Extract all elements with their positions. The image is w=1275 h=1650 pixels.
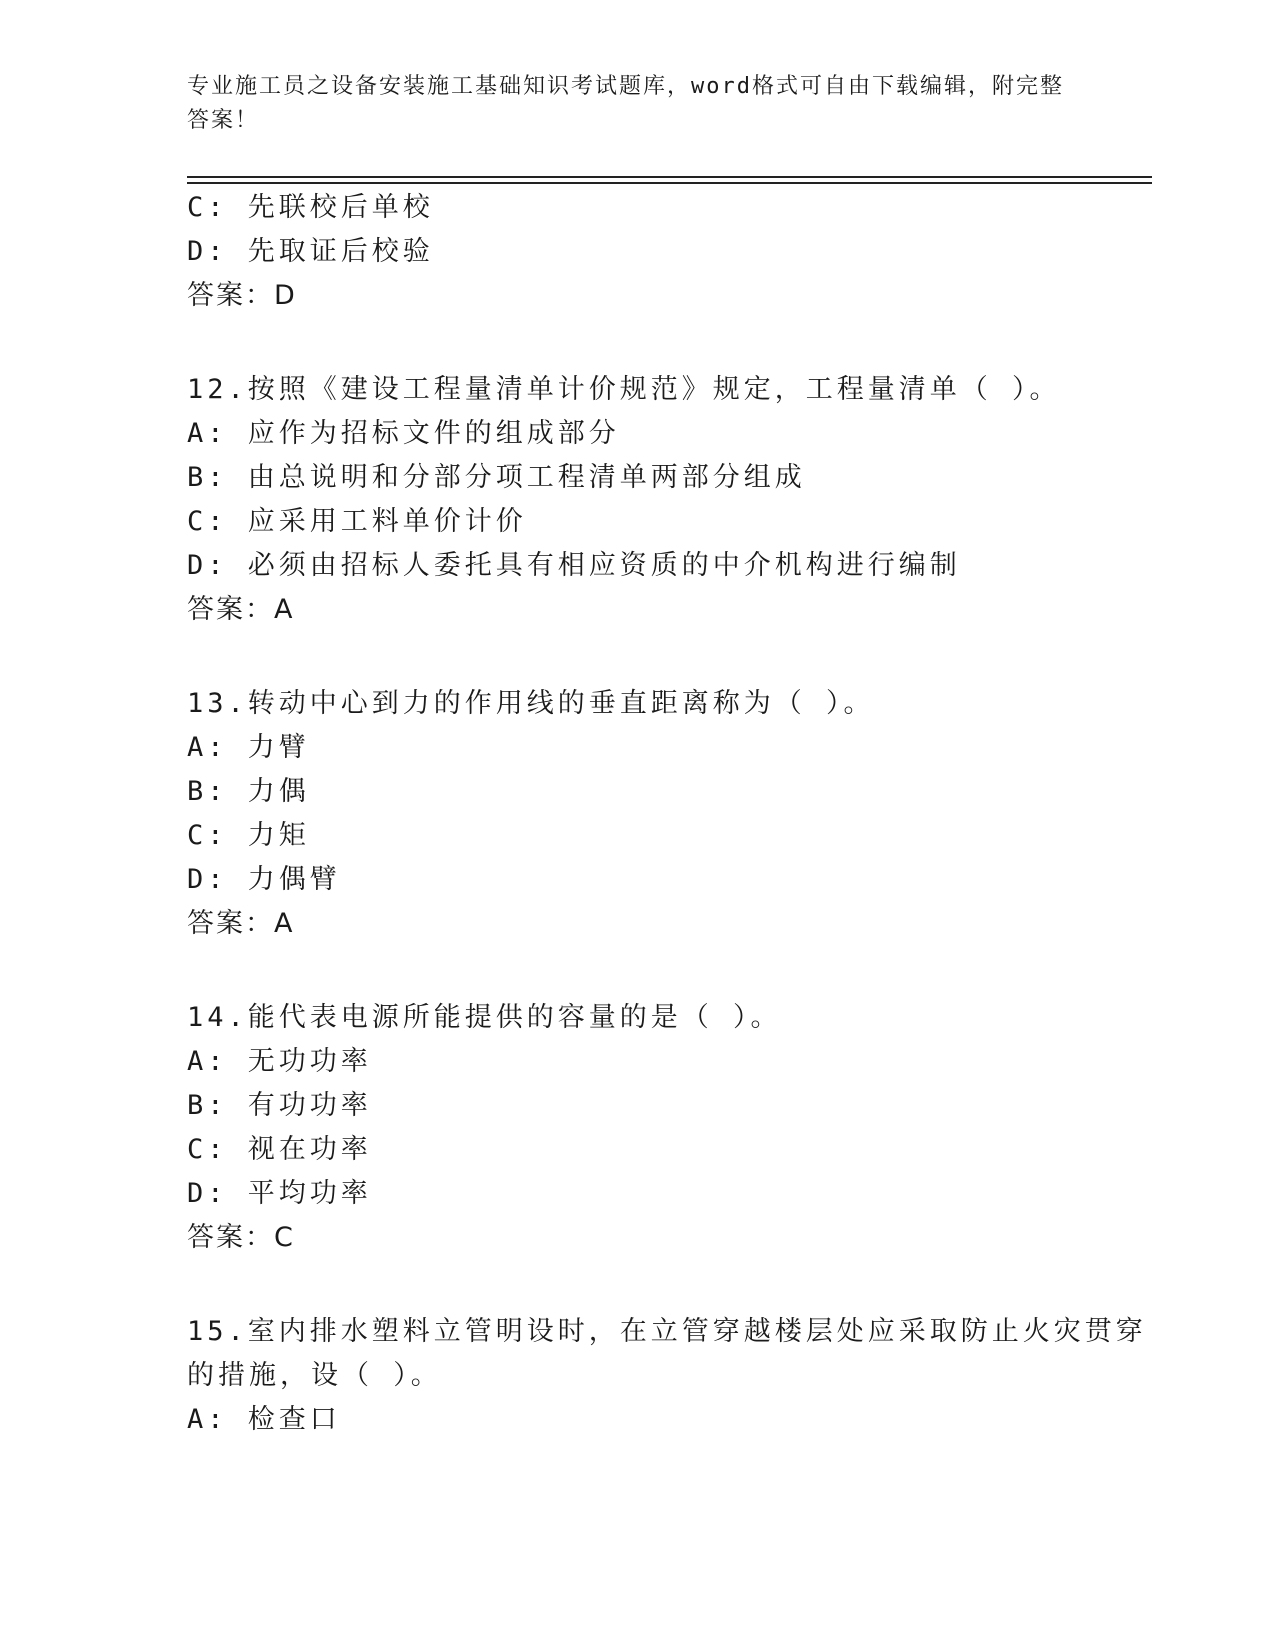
- q14-option-b: B: 有功功率: [187, 1090, 372, 1121]
- q12-option-c: C: 应采用工料单价计价: [187, 506, 527, 537]
- q12-option-d: D: 必须由招标人委托具有相应资质的中介机构进行编制: [187, 550, 961, 581]
- q13-option-b: B: 力偶: [187, 776, 310, 807]
- q15-stem-line-1: 15.室内排水塑料立管明设时，在立管穿越楼层处应采取防止火灾贯穿: [187, 1316, 1147, 1347]
- q14-option-c: C: 视在功率: [187, 1134, 372, 1165]
- q14-option-d: D: 平均功率: [187, 1178, 372, 1209]
- q14-stem: 14.能代表电源所能提供的容量的是（ ）。: [187, 1002, 782, 1033]
- q12-stem: 12.按照《建设工程量清单计价规范》规定，工程量清单（ ）。: [187, 374, 1061, 405]
- q14-answer: 答案：C: [187, 1222, 295, 1253]
- q13-option-d: D: 力偶臂: [187, 864, 341, 895]
- q14-option-a: A: 无功功率: [187, 1046, 372, 1077]
- header-divider-bottom: [187, 182, 1152, 184]
- q13-option-c: C: 力矩: [187, 820, 310, 851]
- q11-option-d: D: 先取证后校验: [187, 236, 434, 267]
- q13-stem: 13.转动中心到力的作用线的垂直距离称为（ ）。: [187, 688, 875, 719]
- q12-answer: 答案：A: [187, 594, 295, 625]
- q13-option-a: A: 力臂: [187, 732, 310, 763]
- q12-option-b: B: 由总说明和分部分项工程清单两部分组成: [187, 462, 806, 493]
- q12-option-a: A: 应作为招标文件的组成部分: [187, 418, 620, 449]
- header-divider-top: [187, 176, 1152, 178]
- document-header: 专业施工员之设备安装施工基础知识考试题库，word格式可自由下载编辑，附完整答案！: [187, 74, 1064, 133]
- q15-option-a: A: 检查口: [187, 1404, 341, 1435]
- q11-option-c: C: 先联校后单校: [187, 192, 434, 223]
- q11-answer: 答案：D: [187, 280, 297, 311]
- q15-stem-line-2: 的措施，设（ ）。: [187, 1360, 442, 1391]
- q13-answer: 答案：A: [187, 908, 295, 939]
